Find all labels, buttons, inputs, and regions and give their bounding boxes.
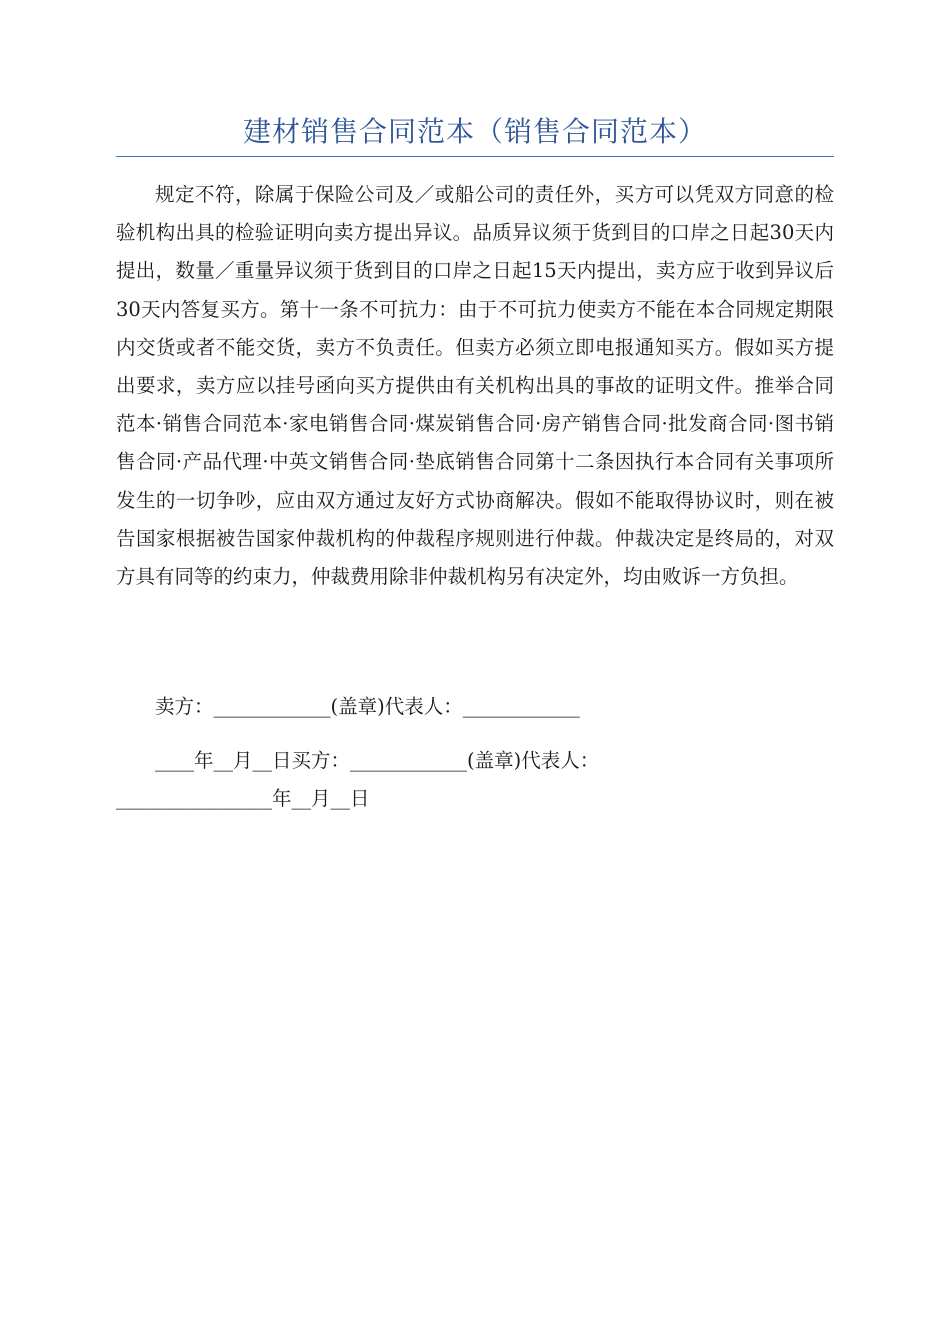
title-block — [116, 112, 834, 157]
final-date-line: ________________年__月__日 — [116, 787, 370, 810]
document-title: 建材销售合同范本（销售合同范本） — [242, 115, 707, 148]
date-buyer-signature-line: ____年__月__日买方：____________(盖章)代表人： — [155, 749, 600, 772]
seller-signature-line: 卖方：____________(盖章)代表人：____________ — [155, 695, 580, 718]
contract-body-paragraph: 规定不符，除属于保险公司及／或船公司的责任外，买方可以凭双方同意的检验机构出具的检验证明向卖方提出异议。品质异议须于货到目的口岸之日起30天内提出，数量／重量异议须于货到目的口岸之日起15天内提出，卖方应于收到异议后30天内答复买方。第十一条不可抗力：由于不可抗力使卖方不能在本合同规定期限内交货或者不能交货，卖方不负责任。但卖方必须立即电报通知买方。假如买方提出要求，卖方应以挂号函向买方提供由有关机构出具的事故的证明文件。推举合同范本·销售合同范本·家电销售合同·煤炭销售合同·房产销售合同·批发商合同·图书销售合同·产品代理·中英文销售合同·垫底销售合同第十二条因执行本合同有关事项所发生的一切争吵，应由双方通过友好方式协商解决。假如不能取得协议时，则在被告国家根据被告国家仲裁机构的仲裁程序规则进行仲裁。仲裁决定是终局的，对双方具有同等的约束力，仲裁费用除非仲裁机构另有决定外，均由败诉一方负担。 — [116, 183, 834, 589]
